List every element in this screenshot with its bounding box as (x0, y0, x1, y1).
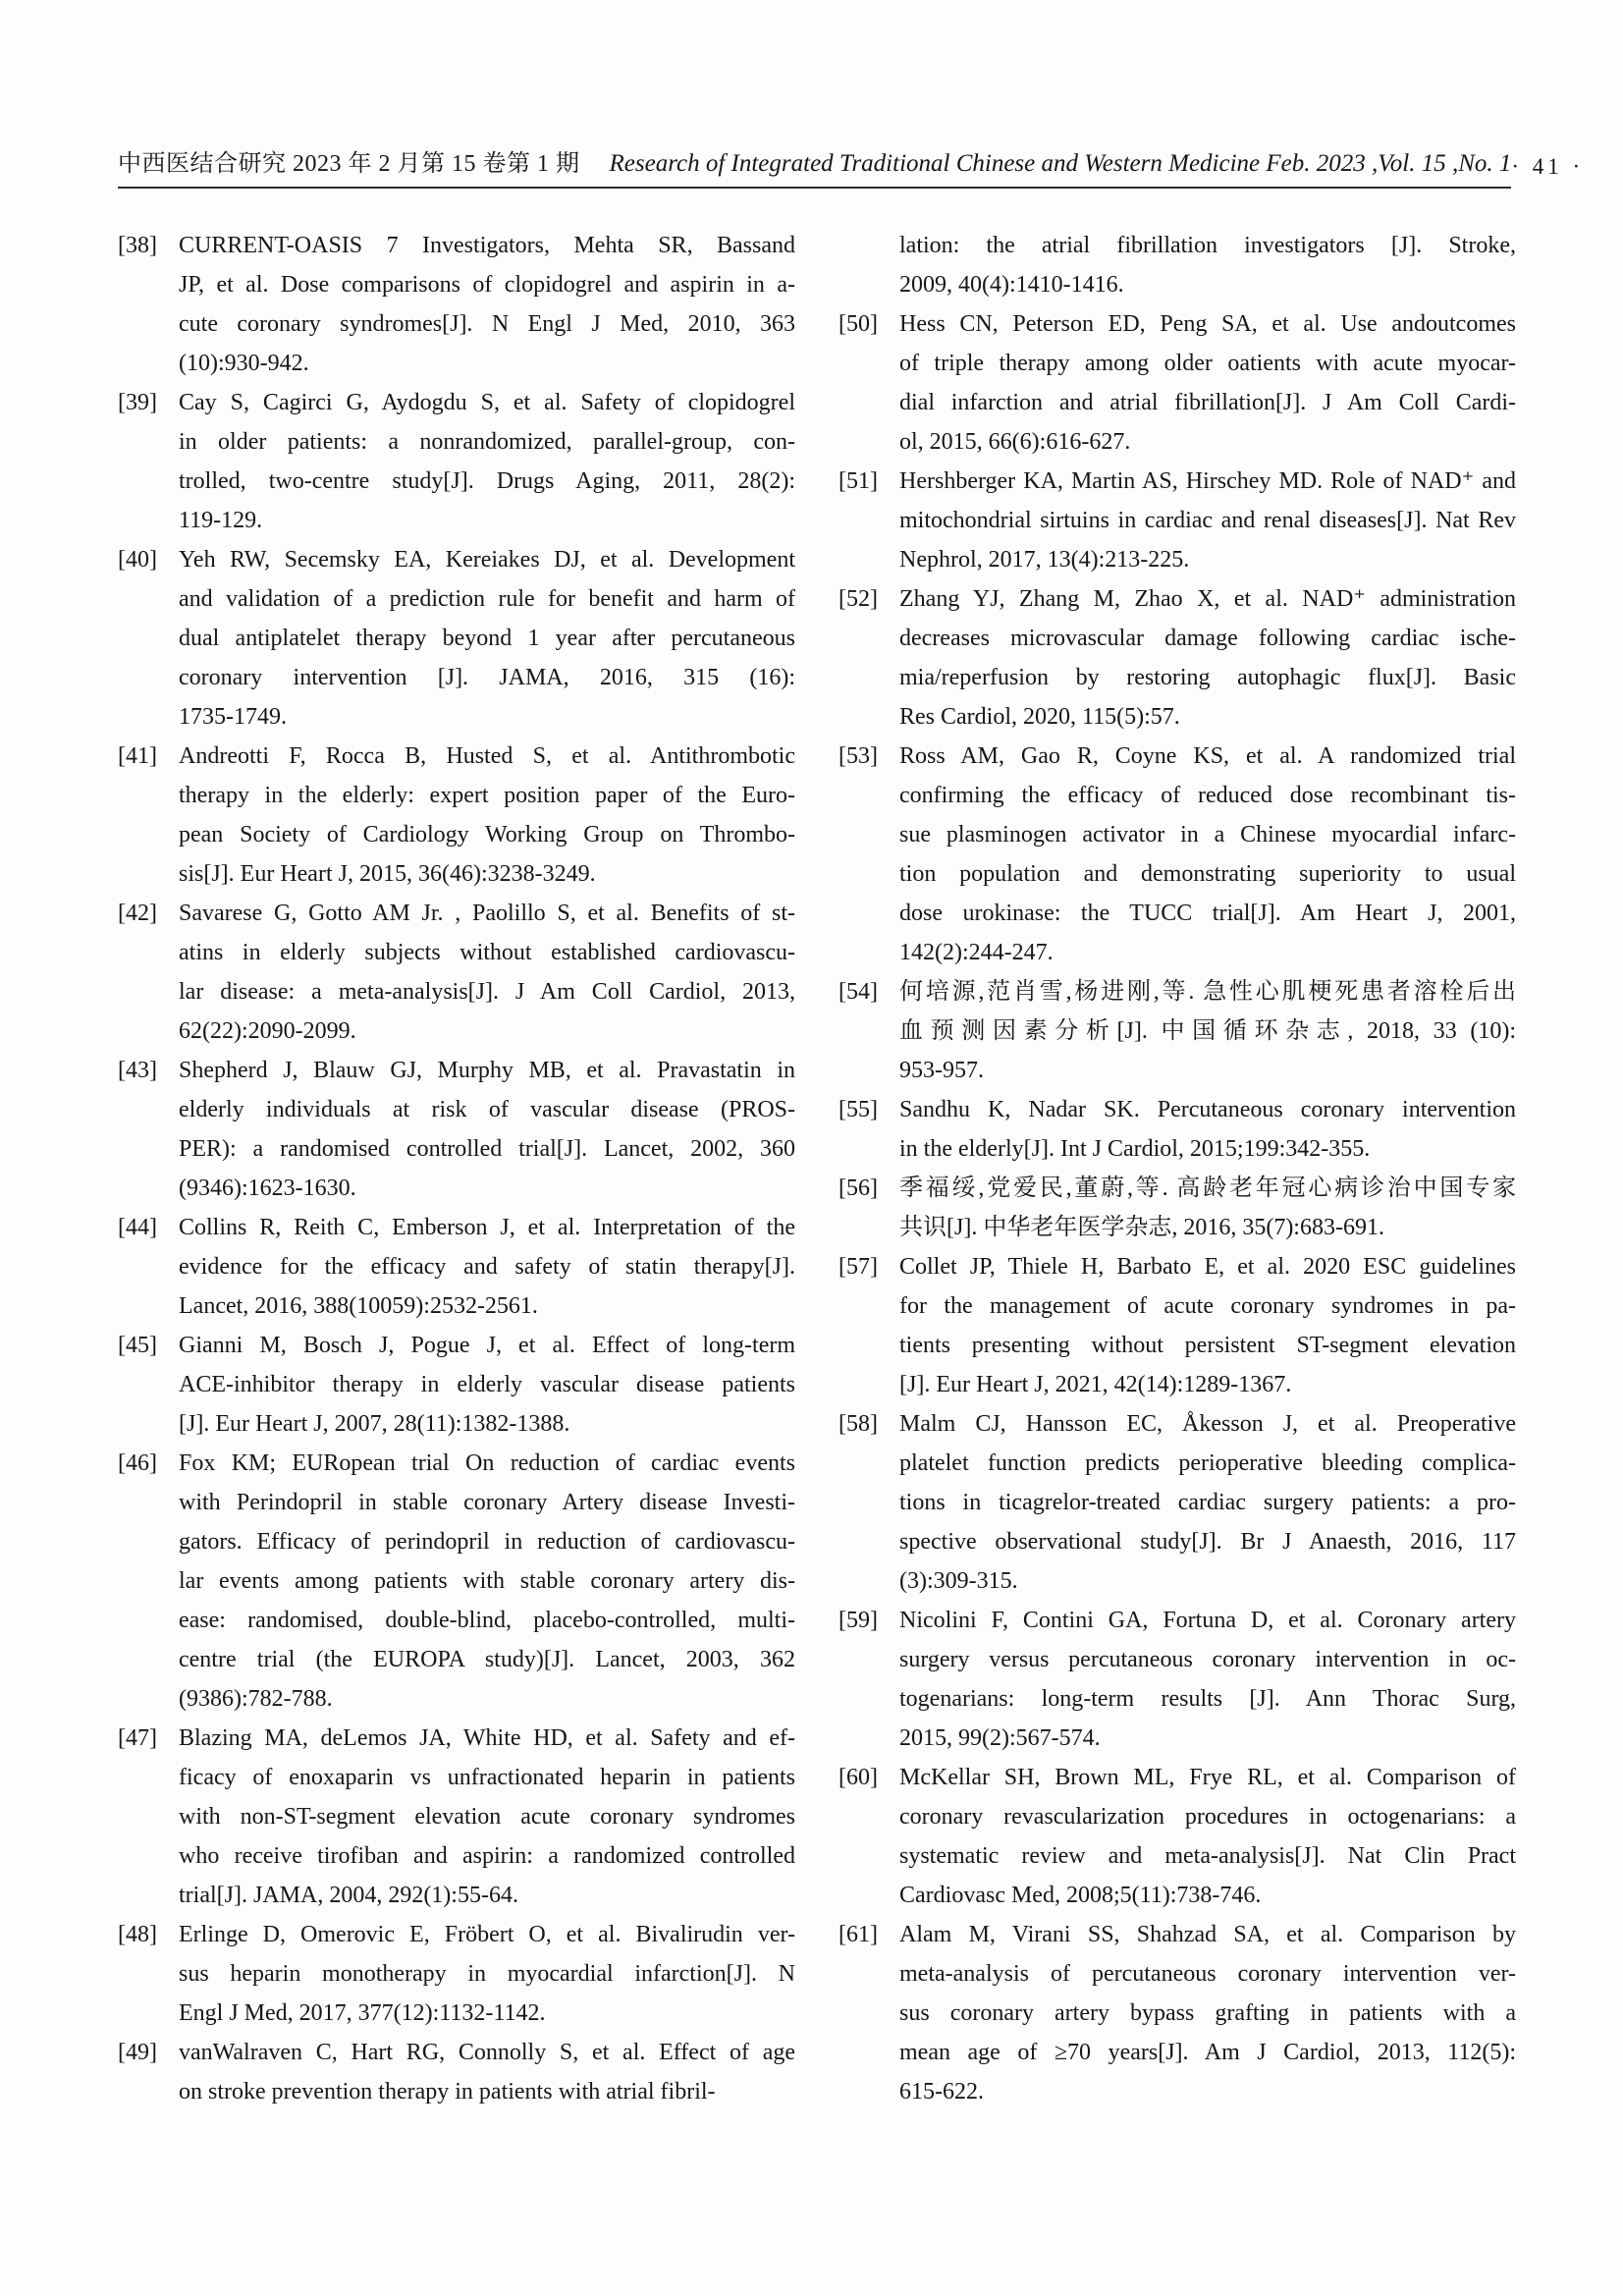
reference-item (118, 1444, 795, 1719)
reference-line: Hershberger KA, Martin AS, Hirschey MD. Role of NAD⁺ and (899, 468, 1516, 494)
reference-line: 953-957. (899, 1058, 984, 1083)
reference-line: systematic review and meta-analysis[J]. Nat Clin Pract (899, 1843, 1516, 1869)
reference-line: 季福绥,党爱民,董蔚,等. 高龄老年冠心病诊治中国专家 (899, 1175, 1516, 1201)
reference-item (118, 1326, 795, 1444)
reference-number: [38] (118, 233, 157, 258)
page-header (118, 143, 1585, 189)
reference-line: Res Cardiol, 2020, 115(5):57. (899, 704, 1180, 730)
references-column-right (839, 226, 1516, 2111)
reference-line: Sandhu K, Nadar SK. Percutaneous coronary intervention (899, 1097, 1516, 1122)
reference-line: mitochondrial sirtuins in cardiac and renal diseases[J]. Nat Rev (899, 508, 1516, 533)
reference-line: confirming the efficacy of reduced dose recombinant tis- (899, 783, 1516, 808)
reference-line: decreases microvascular damage following cardiac ische- (899, 626, 1516, 651)
reference-line: sue plasminogen activator in a Chinese myocardial infarc- (899, 822, 1516, 847)
reference-item-continuation (839, 226, 1516, 304)
reference-line: lar disease: a meta-analysis[J]. J Am Coll Cardiol, 2013, (179, 979, 795, 1005)
reference-line: ol, 2015, 66(6):616-627. (899, 429, 1131, 455)
reference-line: CURRENT-OASIS 7 Investigators, Mehta SR, Bassand (179, 233, 795, 258)
reference-line: 615-622. (899, 2079, 984, 2105)
reference-line: (9346):1623-1630. (179, 1175, 356, 1201)
reference-number: [41] (118, 743, 157, 769)
reference-item (839, 304, 1516, 462)
reference-number: [47] (118, 1725, 157, 1751)
journal-title-block (118, 143, 1511, 189)
reference-line: surgery versus percutaneous coronary intervention in oc- (899, 1647, 1516, 1672)
reference-item (839, 1915, 1516, 2111)
reference-line: cute coronary syndromes[J]. N Engl J Med, 2010, 363 (179, 311, 795, 337)
references-column-left (118, 226, 795, 2111)
reference-line: evidence for the efficacy and safety of statin therapy[J]. (179, 1254, 795, 1280)
reference-item (118, 226, 795, 383)
reference-line: Cay S, Cagirci G, Aydogdu S, et al. Safety of clopidogrel (179, 390, 795, 415)
reference-number: [39] (118, 390, 157, 415)
reference-number: [42] (118, 901, 157, 926)
reference-line: atins in elderly subjects without established cardiovascu- (179, 940, 795, 965)
reference-number: [43] (118, 1058, 157, 1083)
reference-line: Zhang YJ, Zhang M, Zhao X, et al. NAD⁺ administration (899, 586, 1516, 612)
reference-line: with Perindopril in stable coronary Artery disease Investi- (179, 1490, 795, 1515)
reference-number: [48] (118, 1922, 157, 1947)
reference-line: for the management of acute coronary syndromes in pa- (899, 1293, 1516, 1319)
reference-line: 共识[J]. 中华老年医学杂志, 2016, 35(7):683-691. (899, 1215, 1384, 1240)
reference-line: Engl J Med, 2017, 377(12):1132-1142. (179, 2000, 546, 2026)
reference-number: [49] (118, 2040, 157, 2065)
reference-line: Erlinge D, Omerovic E, Fröbert O, et al. Bivalirudin ver- (179, 1922, 795, 1947)
reference-item (839, 1247, 1516, 1404)
reference-line: ease: randomised, double-blind, placebo-controlled, multi- (179, 1608, 795, 1633)
reference-number: [45] (118, 1333, 157, 1358)
reference-line: mia/reperfusion by restoring autophagic flux[J]. Basic (899, 665, 1516, 690)
page-number: · 41 · (1511, 154, 1585, 179)
reference-line: Shepherd J, Blauw GJ, Murphy MB, et al. Pravastatin in (179, 1058, 795, 1083)
reference-line: in older patients: a nonrandomized, parallel-group, con- (179, 429, 795, 455)
reference-line: platelet function predicts perioperative bleeding complica- (899, 1450, 1516, 1476)
journal-title-chinese: 中西医结合研究 2023 年 2 月第 15 卷第 1 期 (118, 151, 580, 177)
reference-line: [J]. Eur Heart J, 2021, 42(14):1289-1367. (899, 1372, 1292, 1397)
reference-line: on stroke prevention therapy in patients with atrial fibril- (179, 2079, 716, 2105)
reference-line: 1735-1749. (179, 704, 287, 730)
reference-line: (10):930-942. (179, 351, 309, 376)
reference-line: Hess CN, Peterson ED, Peng SA, et al. Use andoutcomes (899, 311, 1516, 337)
reference-line: 62(22):2090-2099. (179, 1018, 356, 1044)
reference-line: McKellar SH, Brown ML, Frye RL, et al. Comparison of (899, 1765, 1516, 1790)
reference-line: centre trial (the EUROPA study)[J]. Lancet, 2003, 362 (179, 1647, 795, 1672)
reference-item (839, 1404, 1516, 1601)
reference-number: [60] (839, 1765, 878, 1790)
reference-line: 何培源,范肖雪,杨进刚,等. 急性心肌梗死患者溶栓后出 (899, 979, 1516, 1005)
reference-line: lation: the atrial fibrillation investigators [J]. Stroke, (899, 233, 1516, 258)
reference-line: Malm CJ, Hansson EC, Åkesson J, et al. Preoperative (899, 1411, 1516, 1437)
reference-line: Alam M, Virani SS, Shahzad SA, et al. Comparison by (899, 1922, 1516, 1947)
reference-item (118, 1719, 795, 1915)
reference-number: [40] (118, 547, 157, 573)
reference-line: vanWalraven C, Hart RG, Connolly S, et al. Effect of age (179, 2040, 795, 2065)
reference-line: tients presenting without persistent ST-segment elevation (899, 1333, 1516, 1358)
reference-item (839, 1090, 1516, 1169)
reference-line: togenarians: long-term results [J]. Ann Thorac Surg, (899, 1686, 1516, 1712)
reference-line: spective observational study[J]. Br J Anaesth, 2016, 117 (899, 1529, 1516, 1555)
reference-line: who receive tirofiban and aspirin: a randomized controlled (179, 1843, 795, 1869)
reference-line: Fox KM; EURopean trial On reduction of cardiac events (179, 1450, 795, 1476)
reference-number: [44] (118, 1215, 157, 1240)
reference-line: Yeh RW, Secemsky EA, Kereiakes DJ, et al. Development (179, 547, 795, 573)
reference-line: dual antiplatelet therapy beyond 1 year after percutaneous (179, 626, 795, 651)
reference-item (839, 579, 1516, 737)
reference-line: 2009, 40(4):1410-1416. (899, 272, 1124, 298)
reference-line: 119-129. (179, 508, 263, 533)
reference-number: [54] (839, 979, 878, 1005)
reference-number: [58] (839, 1411, 878, 1437)
reference-line: and validation of a prediction rule for benefit and harm of (179, 586, 795, 612)
reference-line: pean Society of Cardiology Working Group on Thrombo- (179, 822, 795, 847)
reference-line: therapy in the elderly: expert position paper of the Euro- (179, 783, 795, 808)
reference-line: mean age of ≥70 years[J]. Am J Cardiol, 2013, 112(5): (899, 2040, 1516, 2065)
reference-item (118, 383, 795, 540)
reference-line: coronary intervention [J]. JAMA, 2016, 315 (16): (179, 665, 795, 690)
reference-line: ficacy of enoxaparin vs unfractionated heparin in patients (179, 1765, 795, 1790)
reference-line: tion population and demonstrating superiority to usual (899, 861, 1516, 887)
reference-line: with non-ST-segment elevation acute coronary syndromes (179, 1804, 795, 1830)
reference-line: 142(2):244-247. (899, 940, 1054, 965)
reference-item (118, 2033, 795, 2111)
reference-line: gators. Efficacy of perindopril in reduction of cardiovascu- (179, 1529, 795, 1555)
reference-line: PER): a randomised controlled trial[J]. Lancet, 2002, 360 (179, 1136, 795, 1162)
reference-item (839, 737, 1516, 972)
reference-line: elderly individuals at risk of vascular disease (PROS- (179, 1097, 795, 1122)
journal-title-english: Research of Integrated Traditional Chinese and Western Medicine Feb. 2023 ,Vol. 15 ,No. 1 (609, 150, 1512, 177)
reference-line: trolled, two-centre study[J]. Drugs Aging, 2011, 28(2): (179, 468, 795, 494)
reference-item (839, 1758, 1516, 1915)
reference-item (839, 972, 1516, 1090)
reference-item (839, 1169, 1516, 1247)
reference-item (118, 1208, 795, 1326)
reference-item (118, 540, 795, 737)
reference-line: trial[J]. JAMA, 2004, 292(1):55-64. (179, 1883, 518, 1908)
reference-line: (3):309-315. (899, 1568, 1018, 1594)
reference-number: [50] (839, 311, 878, 337)
reference-item (839, 462, 1516, 579)
reference-line: Lancet, 2016, 388(10059):2532-2561. (179, 1293, 538, 1319)
reference-line: sis[J]. Eur Heart J, 2015, 36(46):3238-3249. (179, 861, 596, 887)
reference-line: Blazing MA, deLemos JA, White HD, et al. Safety and ef- (179, 1725, 795, 1751)
reference-number: [61] (839, 1922, 878, 1947)
reference-item (118, 737, 795, 894)
reference-line: sus coronary artery bypass grafting in patients with a (899, 2000, 1516, 2026)
reference-line: Savarese G, Gotto AM Jr. , Paolillo S, et al. Benefits of st- (179, 901, 795, 926)
reference-item (839, 1601, 1516, 1758)
reference-line: Nephrol, 2017, 13(4):213-225. (899, 547, 1190, 573)
reference-line: (9386):782-788. (179, 1686, 333, 1712)
reference-line: JP, et al. Dose comparisons of clopidogrel and aspirin in a- (179, 272, 795, 298)
reference-line: Collins R, Reith C, Emberson J, et al. Interpretation of the (179, 1215, 795, 1240)
reference-line: tions in ticagrelor-treated cardiac surgery patients: a pro- (899, 1490, 1516, 1515)
reference-line: of triple therapy among older oatients with acute myocar- (899, 351, 1516, 376)
reference-line: lar events among patients with stable coronary artery dis- (179, 1568, 795, 1594)
reference-number: [59] (839, 1608, 878, 1633)
reference-line: in the elderly[J]. Int J Cardiol, 2015;199:342-355. (899, 1136, 1371, 1162)
reference-item (118, 894, 795, 1051)
reference-line: ACE-inhibitor therapy in elderly vascular disease patients (179, 1372, 795, 1397)
reference-line: Ross AM, Gao R, Coyne KS, et al. A randomized trial (899, 743, 1516, 769)
reference-line: dose urokinase: the TUCC trial[J]. Am Heart J, 2001, (899, 901, 1516, 926)
reference-number: [55] (839, 1097, 878, 1122)
reference-line: meta-analysis of percutaneous coronary intervention ver- (899, 1961, 1516, 1987)
reference-number: [53] (839, 743, 878, 769)
reference-line: dial infarction and atrial fibrillation[J]. J Am Coll Cardi- (899, 390, 1516, 415)
reference-number: [56] (839, 1175, 878, 1201)
reference-line: Gianni M, Bosch J, Pogue J, et al. Effect of long-term (179, 1333, 795, 1358)
reference-line: coronary revascularization procedures in octogenarians: a (899, 1804, 1516, 1830)
reference-line: Andreotti F, Rocca B, Husted S, et al. Antithrombotic (179, 743, 795, 769)
reference-item (118, 1915, 795, 2033)
reference-number: [57] (839, 1254, 878, 1280)
reference-line: 血预测因素分析[J]. 中国循环杂志, 2018, 33 (10): (899, 1018, 1516, 1044)
reference-line: Cardiovasc Med, 2008;5(11):738-746. (899, 1883, 1262, 1908)
reference-line: 2015, 99(2):567-574. (899, 1725, 1101, 1751)
reference-line: Collet JP, Thiele H, Barbato E, et al. 2020 ESC guidelines (899, 1254, 1516, 1280)
references-section (118, 226, 1516, 2111)
reference-line: [J]. Eur Heart J, 2007, 28(11):1382-1388. (179, 1411, 570, 1437)
reference-line: Nicolini F, Contini GA, Fortuna D, et al. Coronary artery (899, 1608, 1516, 1633)
reference-number: [52] (839, 586, 878, 612)
reference-item (118, 1051, 795, 1208)
reference-number: [46] (118, 1450, 157, 1476)
reference-line: sus heparin monotherapy in myocardial infarction[J]. N (179, 1961, 795, 1987)
reference-number: [51] (839, 468, 878, 494)
